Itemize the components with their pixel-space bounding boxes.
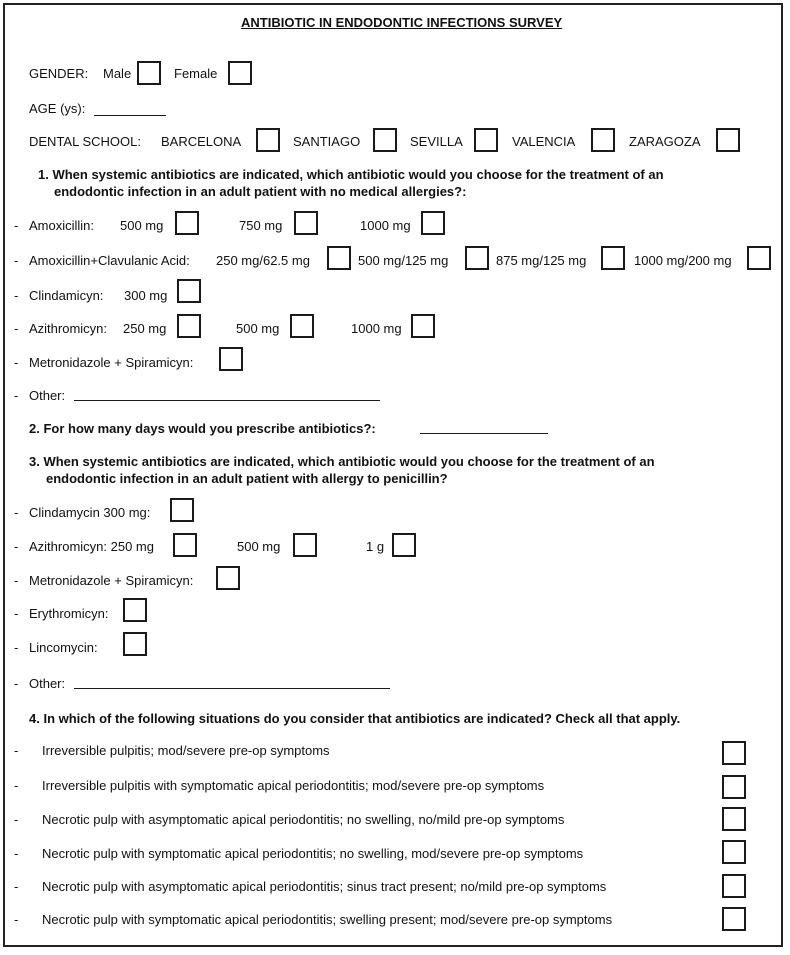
q1-amoxclav-dose: 1000 mg/200 mg <box>634 253 732 268</box>
survey-title: ANTIBIOTIC IN ENDODONTIC INFECTIONS SURVEY <box>241 15 563 30</box>
q1-clinda-label: Clindamicyn: <box>29 288 104 303</box>
school-valencia-checkbox[interactable] <box>591 128 615 152</box>
q1-amox-dose: 1000 mg <box>360 218 411 233</box>
q3-linco-checkbox[interactable] <box>123 632 147 656</box>
q4-item-5-checkbox[interactable] <box>722 874 746 898</box>
school-option-label: SEVILLA <box>410 134 463 149</box>
school-option-label: ZARAGOZA <box>629 134 701 149</box>
q3-linco-label: Lincomycin: <box>29 640 98 655</box>
bullet-dash: - <box>14 778 19 793</box>
q1-azithro-label: Azithromicyn: <box>29 321 108 336</box>
q4-item-4-checkbox[interactable] <box>722 840 746 864</box>
bullet-dash: - <box>14 879 19 894</box>
q1-amoxclav-label: Amoxicillin+Clavulanic Acid: <box>29 253 190 268</box>
bullet-dash: - <box>14 321 19 336</box>
bullet-dash: - <box>14 846 19 861</box>
q4-item-3-checkbox[interactable] <box>722 807 746 831</box>
q3-other-field[interactable] <box>74 688 390 689</box>
q1-azithro-500-checkbox[interactable] <box>290 314 314 338</box>
bullet-dash: - <box>14 743 19 758</box>
q1-amox-1000-checkbox[interactable] <box>421 211 445 235</box>
q3-text-line2: endodontic infection in an adult patient with allergy to penicillin? <box>46 471 448 486</box>
q3-metro-checkbox[interactable] <box>216 566 240 590</box>
q4-item-label: Irreversible pulpitis; mod/severe pre-op symptoms <box>42 743 330 758</box>
q3-clinda-checkbox[interactable] <box>170 498 194 522</box>
q3-erythro-checkbox[interactable] <box>123 598 147 622</box>
school-zaragoza-checkbox[interactable] <box>716 128 740 152</box>
q1-metro-checkbox[interactable] <box>219 347 243 371</box>
bullet-dash: - <box>14 912 19 927</box>
q1-azithro-250-checkbox[interactable] <box>177 314 201 338</box>
q1-amox-500-checkbox[interactable] <box>175 211 199 235</box>
q3-azithro-1g-checkbox[interactable] <box>392 533 416 557</box>
q2-days-field[interactable] <box>420 433 548 434</box>
bullet-dash: - <box>14 573 19 588</box>
q1-amox-label: Amoxicillin: <box>29 218 95 233</box>
q3-azithro-dose: 1 g <box>366 539 385 554</box>
bullet-dash: - <box>14 640 19 655</box>
q1-amox-dose: 500 mg <box>120 218 164 233</box>
school-sevilla-checkbox[interactable] <box>474 128 498 152</box>
gender-female-checkbox[interactable] <box>228 61 252 85</box>
q1-amoxclav-250-checkbox[interactable] <box>327 246 351 270</box>
q4-item-label: Irreversible pulpitis with symptomatic apical periodontitis; mod/severe pre-op symptoms <box>42 778 545 793</box>
q4-item-label: Necrotic pulp with asymptomatic apical periodontitis; sinus tract present; no/mild pre-op symptoms <box>42 879 607 894</box>
q1-amoxclav-875-checkbox[interactable] <box>601 246 625 270</box>
gender-female-label: Female <box>174 66 218 81</box>
school-option-label: SANTIAGO <box>293 134 361 149</box>
q4-item-label: Necrotic pulp with symptomatic apical periodontitis; no swelling, mod/severe pre-op symptoms <box>42 846 584 861</box>
school-barcelona-checkbox[interactable] <box>256 128 280 152</box>
q4-item-6-checkbox[interactable] <box>722 907 746 931</box>
q1-amoxclav-1000-checkbox[interactable] <box>747 246 771 270</box>
gender-male-label: Male <box>103 66 132 81</box>
q1-text-line2: endodontic infection in an adult patient with no medical allergies?: <box>54 184 467 199</box>
q1-azithro-dose: 500 mg <box>236 321 280 336</box>
q3-metro-label: Metronidazole + Spiramicyn: <box>29 573 194 588</box>
q3-text-line1: 3. When systemic antibiotics are indicated, which antibiotic would you choose for the treatment of an <box>29 454 655 469</box>
gender-label: GENDER: <box>29 66 89 81</box>
q1-azithro-dose: 250 mg <box>123 321 167 336</box>
q4-item-label: Necrotic pulp with asymptomatic apical periodontitis; no swelling, no/mild pre-op symptoms <box>42 812 565 827</box>
age-label: AGE (ys): <box>29 101 86 116</box>
bullet-dash: - <box>14 505 19 520</box>
gender-male-checkbox[interactable] <box>137 61 161 85</box>
q2-text: 2. For how many days would you prescribe antibiotics?: <box>29 421 376 436</box>
q1-text-line1: 1. When systemic antibiotics are indicated, which antibiotic would you choose for the treatment of an <box>38 167 664 182</box>
school-option-label: BARCELONA <box>161 134 242 149</box>
bullet-dash: - <box>14 388 19 403</box>
q1-amox-750-checkbox[interactable] <box>294 211 318 235</box>
bullet-dash: - <box>14 606 19 621</box>
bullet-dash: - <box>14 812 19 827</box>
q4-item-label: Necrotic pulp with symptomatic apical periodontitis; swelling present; mod/severe pre-op symptoms <box>42 912 613 927</box>
bullet-dash: - <box>14 676 19 691</box>
bullet-dash: - <box>14 539 19 554</box>
q1-other-field[interactable] <box>74 400 380 401</box>
school-santiago-checkbox[interactable] <box>373 128 397 152</box>
q1-amoxclav-500-checkbox[interactable] <box>465 246 489 270</box>
q1-amoxclav-dose: 875 mg/125 mg <box>496 253 587 268</box>
bullet-dash: - <box>14 253 19 268</box>
q3-azithro-dose: 500 mg <box>237 539 281 554</box>
bullet-dash: - <box>14 218 19 233</box>
q1-metro-label: Metronidazole + Spiramicyn: <box>29 355 194 370</box>
bullet-dash: - <box>14 355 19 370</box>
q1-clinda-300-checkbox[interactable] <box>177 279 201 303</box>
q1-clinda-dose: 300 mg <box>124 288 168 303</box>
q3-azithro-label: Azithromicyn: 250 mg <box>29 539 154 554</box>
q3-clinda-label: Clindamycin 300 mg: <box>29 505 151 520</box>
q1-amoxclav-dose: 500 mg/125 mg <box>358 253 449 268</box>
q1-amoxclav-dose: 250 mg/62.5 mg <box>216 253 310 268</box>
q1-other-label: Other: <box>29 388 66 403</box>
q1-azithro-1000-checkbox[interactable] <box>411 314 435 338</box>
q1-amox-dose: 750 mg <box>239 218 283 233</box>
q3-azithro-250-checkbox[interactable] <box>173 533 197 557</box>
q4-item-2-checkbox[interactable] <box>722 775 746 799</box>
q3-other-label: Other: <box>29 676 66 691</box>
school-label: DENTAL SCHOOL: <box>29 134 141 149</box>
q3-azithro-500-checkbox[interactable] <box>293 533 317 557</box>
q1-azithro-dose: 1000 mg <box>351 321 402 336</box>
age-field[interactable] <box>94 115 166 116</box>
q4-text: 4. In which of the following situations do you consider that antibiotics are indicated? Check all that apply. <box>29 711 681 726</box>
bullet-dash: - <box>14 288 19 303</box>
q3-erythro-label: Erythromicyn: <box>29 606 109 621</box>
school-option-label: VALENCIA <box>512 134 576 149</box>
q4-item-1-checkbox[interactable] <box>722 741 746 765</box>
